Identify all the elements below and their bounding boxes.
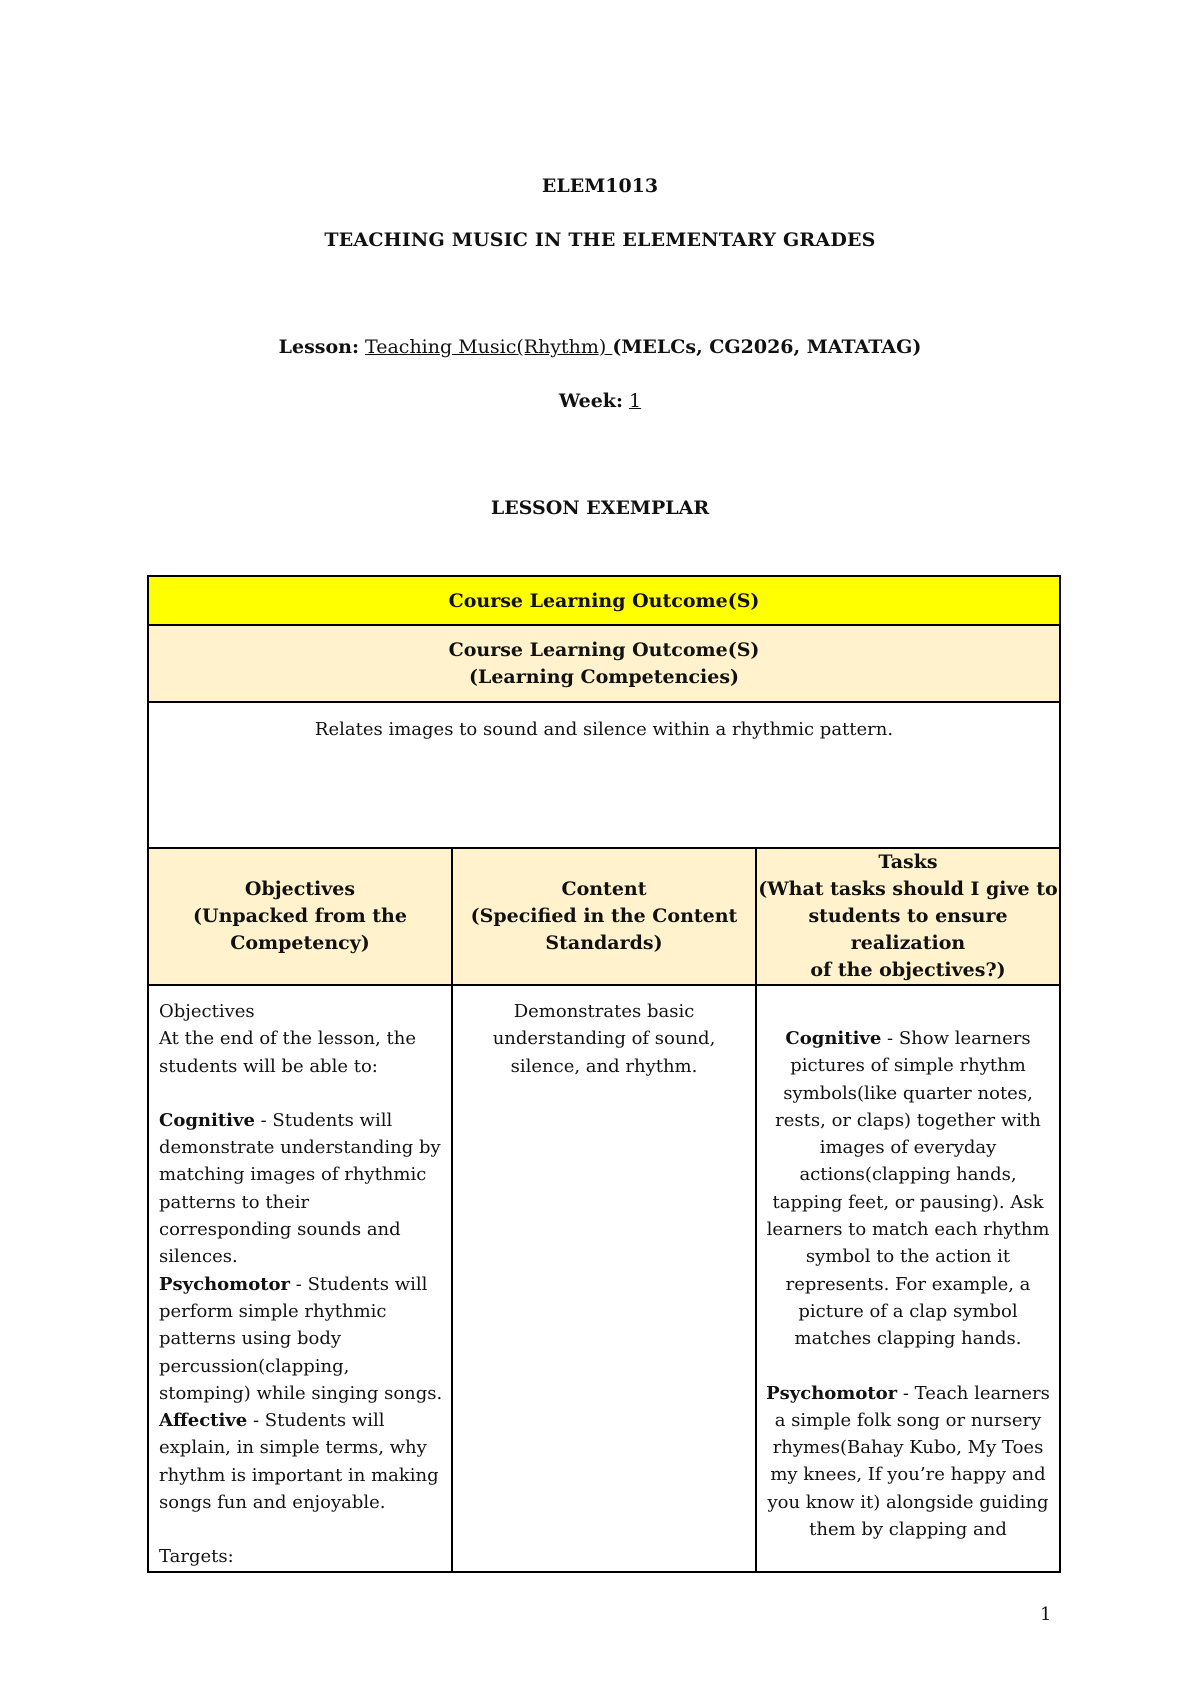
course-title: TEACHING MUSIC IN THE ELEMENTARY GRADES [324, 229, 876, 251]
tasks-header-line1: Tasks [878, 851, 938, 873]
course-code: ELEM1013 [541, 175, 659, 197]
objective-psychomotor-label: Psychomotor [159, 1273, 291, 1295]
clo-title: Course Learning Outcome(S) [448, 589, 760, 612]
objective-psychomotor [159, 1271, 443, 1407]
objectives-intro: At the end of the lesson, the students will be able to: [159, 1028, 416, 1077]
objective-affective-text: - Students will explain, in simple terms, why rhythm is important in making songs fun and enjoyable. [159, 1410, 439, 1514]
objectives-header-line2: (Unpacked from the [193, 905, 407, 927]
clo-title-cell [148, 576, 1060, 625]
content-text: Demonstrates basic understanding of sound, silence, and rhythm. [492, 1001, 716, 1077]
tasks-header-line4: of the objectives?) [810, 959, 1006, 981]
section-title: LESSON EXEMPLAR [490, 497, 710, 519]
clo-subheader-cell [148, 625, 1060, 702]
week-value: 1 [629, 390, 642, 412]
tasks-header-line3: students to ensure realization [808, 905, 1008, 954]
task-psychomotor-label: Psychomotor [766, 1382, 898, 1404]
task-cognitive-text: - Show learners pictures of simple rhythm symbols(like quarter notes, rests, or claps) together with images of everyday actions(clapping hands, tapping feet, or pausing). Ask learners to match each rhythm symbol to the action it represents. For example, a picture of a clap symbol matches clapping hands. [766, 1028, 1050, 1350]
content-header [452, 848, 756, 985]
objectives-targets: Targets: [159, 1546, 234, 1568]
objective-affective [159, 1407, 443, 1516]
task-psychomotor [763, 1380, 1053, 1544]
lesson-exemplar-table [147, 575, 1061, 1573]
objective-cognitive [159, 1107, 443, 1271]
content-header-line2: (Specified in the Content [470, 905, 738, 927]
objectives-header-line3: Competency) [230, 932, 370, 954]
clo-sub-title: Course Learning Outcome(S) [448, 638, 760, 661]
objective-affective-label: Affective [159, 1410, 248, 1432]
objective-psychomotor-text: - Students will perform simple rhythmic patterns using body percussion(clapping, stomping) while singing songs. [159, 1273, 443, 1404]
objectives-heading: Objectives [159, 1001, 255, 1022]
competency-text: Relates images to sound and silence within a rhythmic pattern. [314, 719, 894, 740]
objectives-header-line1: Objectives [244, 878, 356, 900]
objective-cognitive-text: - Students will demonstrate understanding by matching images of rhythmic patterns to their corresponding sounds and silences. [159, 1109, 441, 1268]
content-header-line1: Content [561, 878, 647, 900]
task-cognitive [763, 1025, 1053, 1353]
lesson-value: Teaching Music(Rhythm) [365, 336, 613, 358]
content-cell [452, 985, 756, 1572]
competency-cell [148, 702, 1060, 848]
tasks-header [756, 848, 1060, 985]
task-psychomotor-text: - Teach learners a simple folk song or nursery rhymes(Bahay Kubo, My Toes my knees, If you’re happy and you know it) alongside guiding them by clapping and [767, 1382, 1050, 1541]
week-label: Week: [558, 390, 623, 412]
objectives-header [148, 848, 452, 985]
content-header-line3: Standards) [545, 932, 663, 954]
lesson-tags: (MELCs, CG2026, MATATAG) [612, 336, 922, 358]
objectives-cell [148, 985, 452, 1572]
objective-cognitive-label: Cognitive [159, 1109, 255, 1131]
clo-sub-subtitle: (Learning Competencies) [468, 665, 740, 688]
week-line [0, 389, 1200, 413]
task-cognitive-label: Cognitive [785, 1028, 882, 1049]
tasks-cell [756, 985, 1060, 1572]
lesson-label: Lesson: [278, 336, 359, 358]
lesson-line [0, 335, 1200, 359]
page-number: 1 [1040, 1604, 1052, 1625]
tasks-header-line2: (What tasks should I give to [758, 878, 1058, 900]
